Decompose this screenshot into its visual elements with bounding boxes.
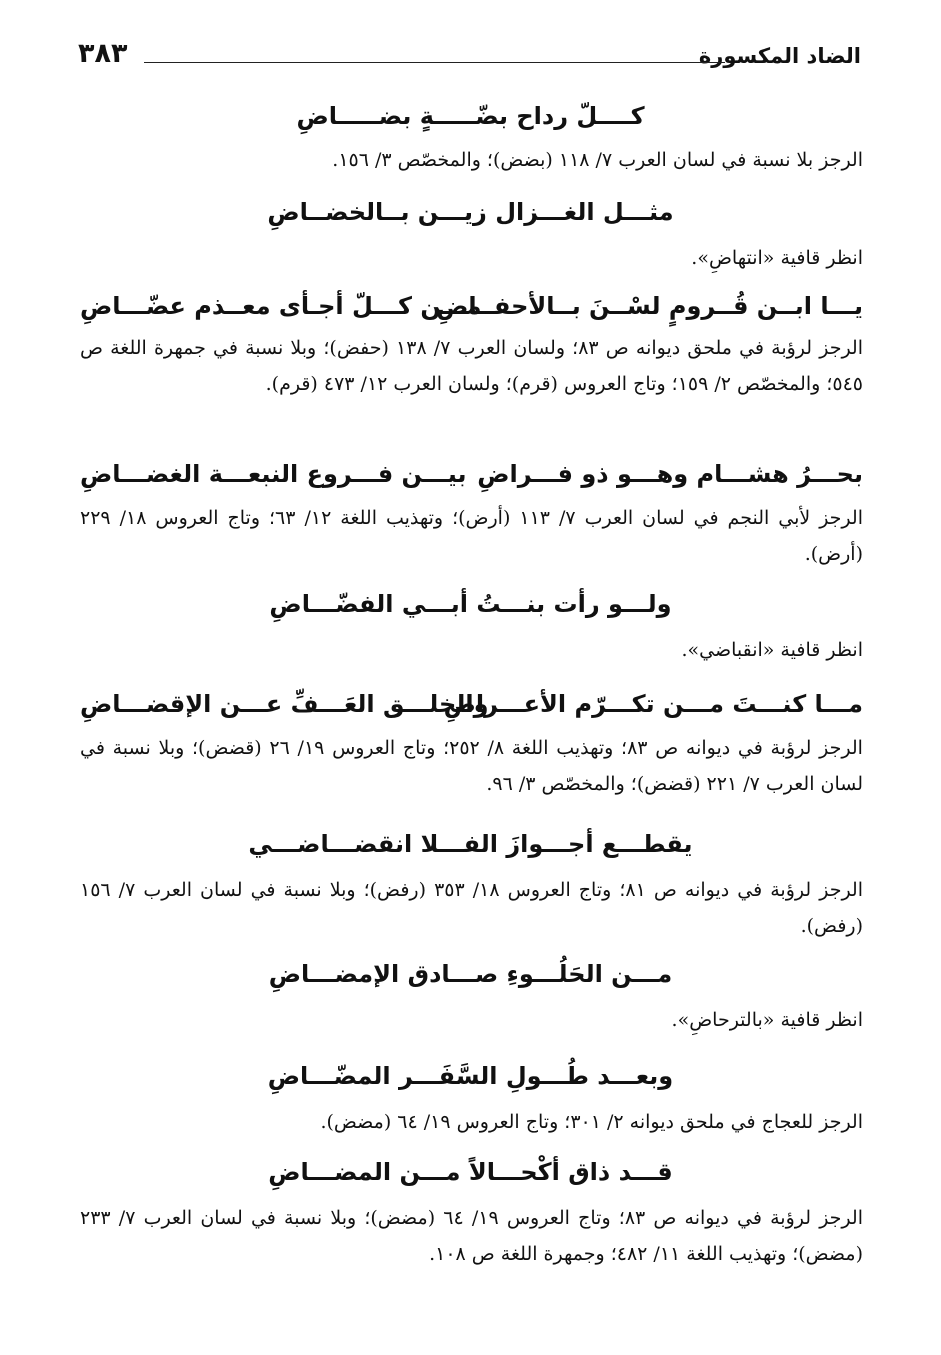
verse-6-hemistich-2: والخلـــق العَـــفِّ عـــن الإقضـــاضِ (80, 690, 489, 718)
note-9: الرجز للعجاج في ملحق ديوانه ٢/ ٣٠١؛ وتاج العروس ١٩/ ٦٤ (مضض). (320, 1111, 863, 1133)
verse-6-hemistich-1: مـــا كنـــتَ مـــن تكـــرّم الأعـــراضِ (443, 690, 863, 718)
verse-5: ولـــو رأت بنـــتُ أبـــي الفضّـــاضِ (269, 590, 672, 618)
verse-9: وبعـــد طُـــولِ السَّفَـــر المضّـــاضِ (267, 1062, 674, 1090)
note-3: الرجز لرؤبة في ملحق ديوانه ص ٨٣؛ ولسان العرب ٧/ ١٣٨ (حفض)؛ وبلا نسبة في جمهرة اللغة ص ٥٤٥؛ والمخصّص ٢/ ١٥٩؛ وتاج العروس (قرم)؛ ولسان العرب ١٢/ ٤٧٣ (قرم). (80, 337, 863, 395)
verse-8: مـــن الحَلُـــوءِ صـــادق الإمضـــاضِ (268, 960, 673, 988)
note-2: انظر قافية «انتهاضِ». (691, 247, 863, 269)
verse-4 (80, 458, 863, 490)
note-7: الرجز لرؤبة في ديوانه ص ٨١؛ وتاج العروس ١٨/ ٣٥٣ (رفض)؛ وبلا نسبة في لسان العرب ٧/ ١٥٦ (رفض). (80, 879, 863, 937)
note-1: الرجز بلا نسبة في لسان العرب ٧/ ١١٨ (بضض)؛ والمخصّص ٣/ ١٥٦. (332, 149, 863, 171)
note-10: الرجز لرؤبة في ديوانه ص ٨٣؛ وتاج العروس ١٩/ ٦٤ (مضض)؛ وبلا نسبة في لسان العرب ٧/ ٢٣٣ (مضض)؛ وتهذيب اللغة ١١/ ٤٨٢؛ وجمهرة اللغة ص ١٠٨. (80, 1207, 863, 1265)
verse-6 (80, 688, 863, 720)
verse-2: مثـــل الغـــزال زيـــن بــالخضــاضِ (267, 198, 674, 226)
verse-10: قـــد ذاق أكْحـــالاً مـــن المضـــاضِ (268, 1158, 673, 1186)
verse-4-hemistich-2: بيـــن فـــروع النبعـــة الغضـــاضِ (80, 460, 467, 488)
page-number: ٣٨٣ (78, 38, 128, 69)
header-rule (144, 62, 725, 63)
note-8: انظر قافية «بالترحاضِ». (671, 1009, 863, 1031)
note-6: الرجز لرؤبة في ديوانه ص ٨٣؛ وتهذيب اللغة ٨/ ٢٥٢؛ وتاج العروس ١٩/ ٢٦ (قضض)؛ وبلا نسبة في لسان العرب ٧/ ٢٢١ (قضض)؛ والمخصّص ٣/ ٩٦. (80, 737, 863, 795)
verse-4-hemistich-1: بحـــرُ هشـــام وهـــو ذو فـــراضِ (477, 460, 863, 488)
chapter-title: الضاد المكسورة (698, 44, 861, 68)
note-5: انظر قافية «انقباضي». (681, 639, 863, 661)
verse-3-hemistich-1: يـــا ابــن قُــرومٍ لسْــنَ بــالأحفــاضِ (436, 292, 863, 320)
verse-3-hemistich-2: مـــن كـــلّ أجـأى معــذم عضّـــاضِ (80, 292, 482, 320)
verse-1: كــــلّ رداح بضّـــــةٍ بضـــــاضِ (296, 102, 645, 130)
verse-7: يقطـــع أجـــوازَ الفـــلا انقضـــاضـــي (248, 830, 693, 858)
verse-3 (80, 290, 863, 322)
note-4: الرجز لأبي النجم في لسان العرب ٧/ ١١٣ (أرض)؛ وتهذيب اللغة ١٢/ ٦٣؛ وتاج العروس ١٨/ ٢٢٩ (أرض). (80, 507, 863, 565)
page-header (72, 40, 861, 76)
